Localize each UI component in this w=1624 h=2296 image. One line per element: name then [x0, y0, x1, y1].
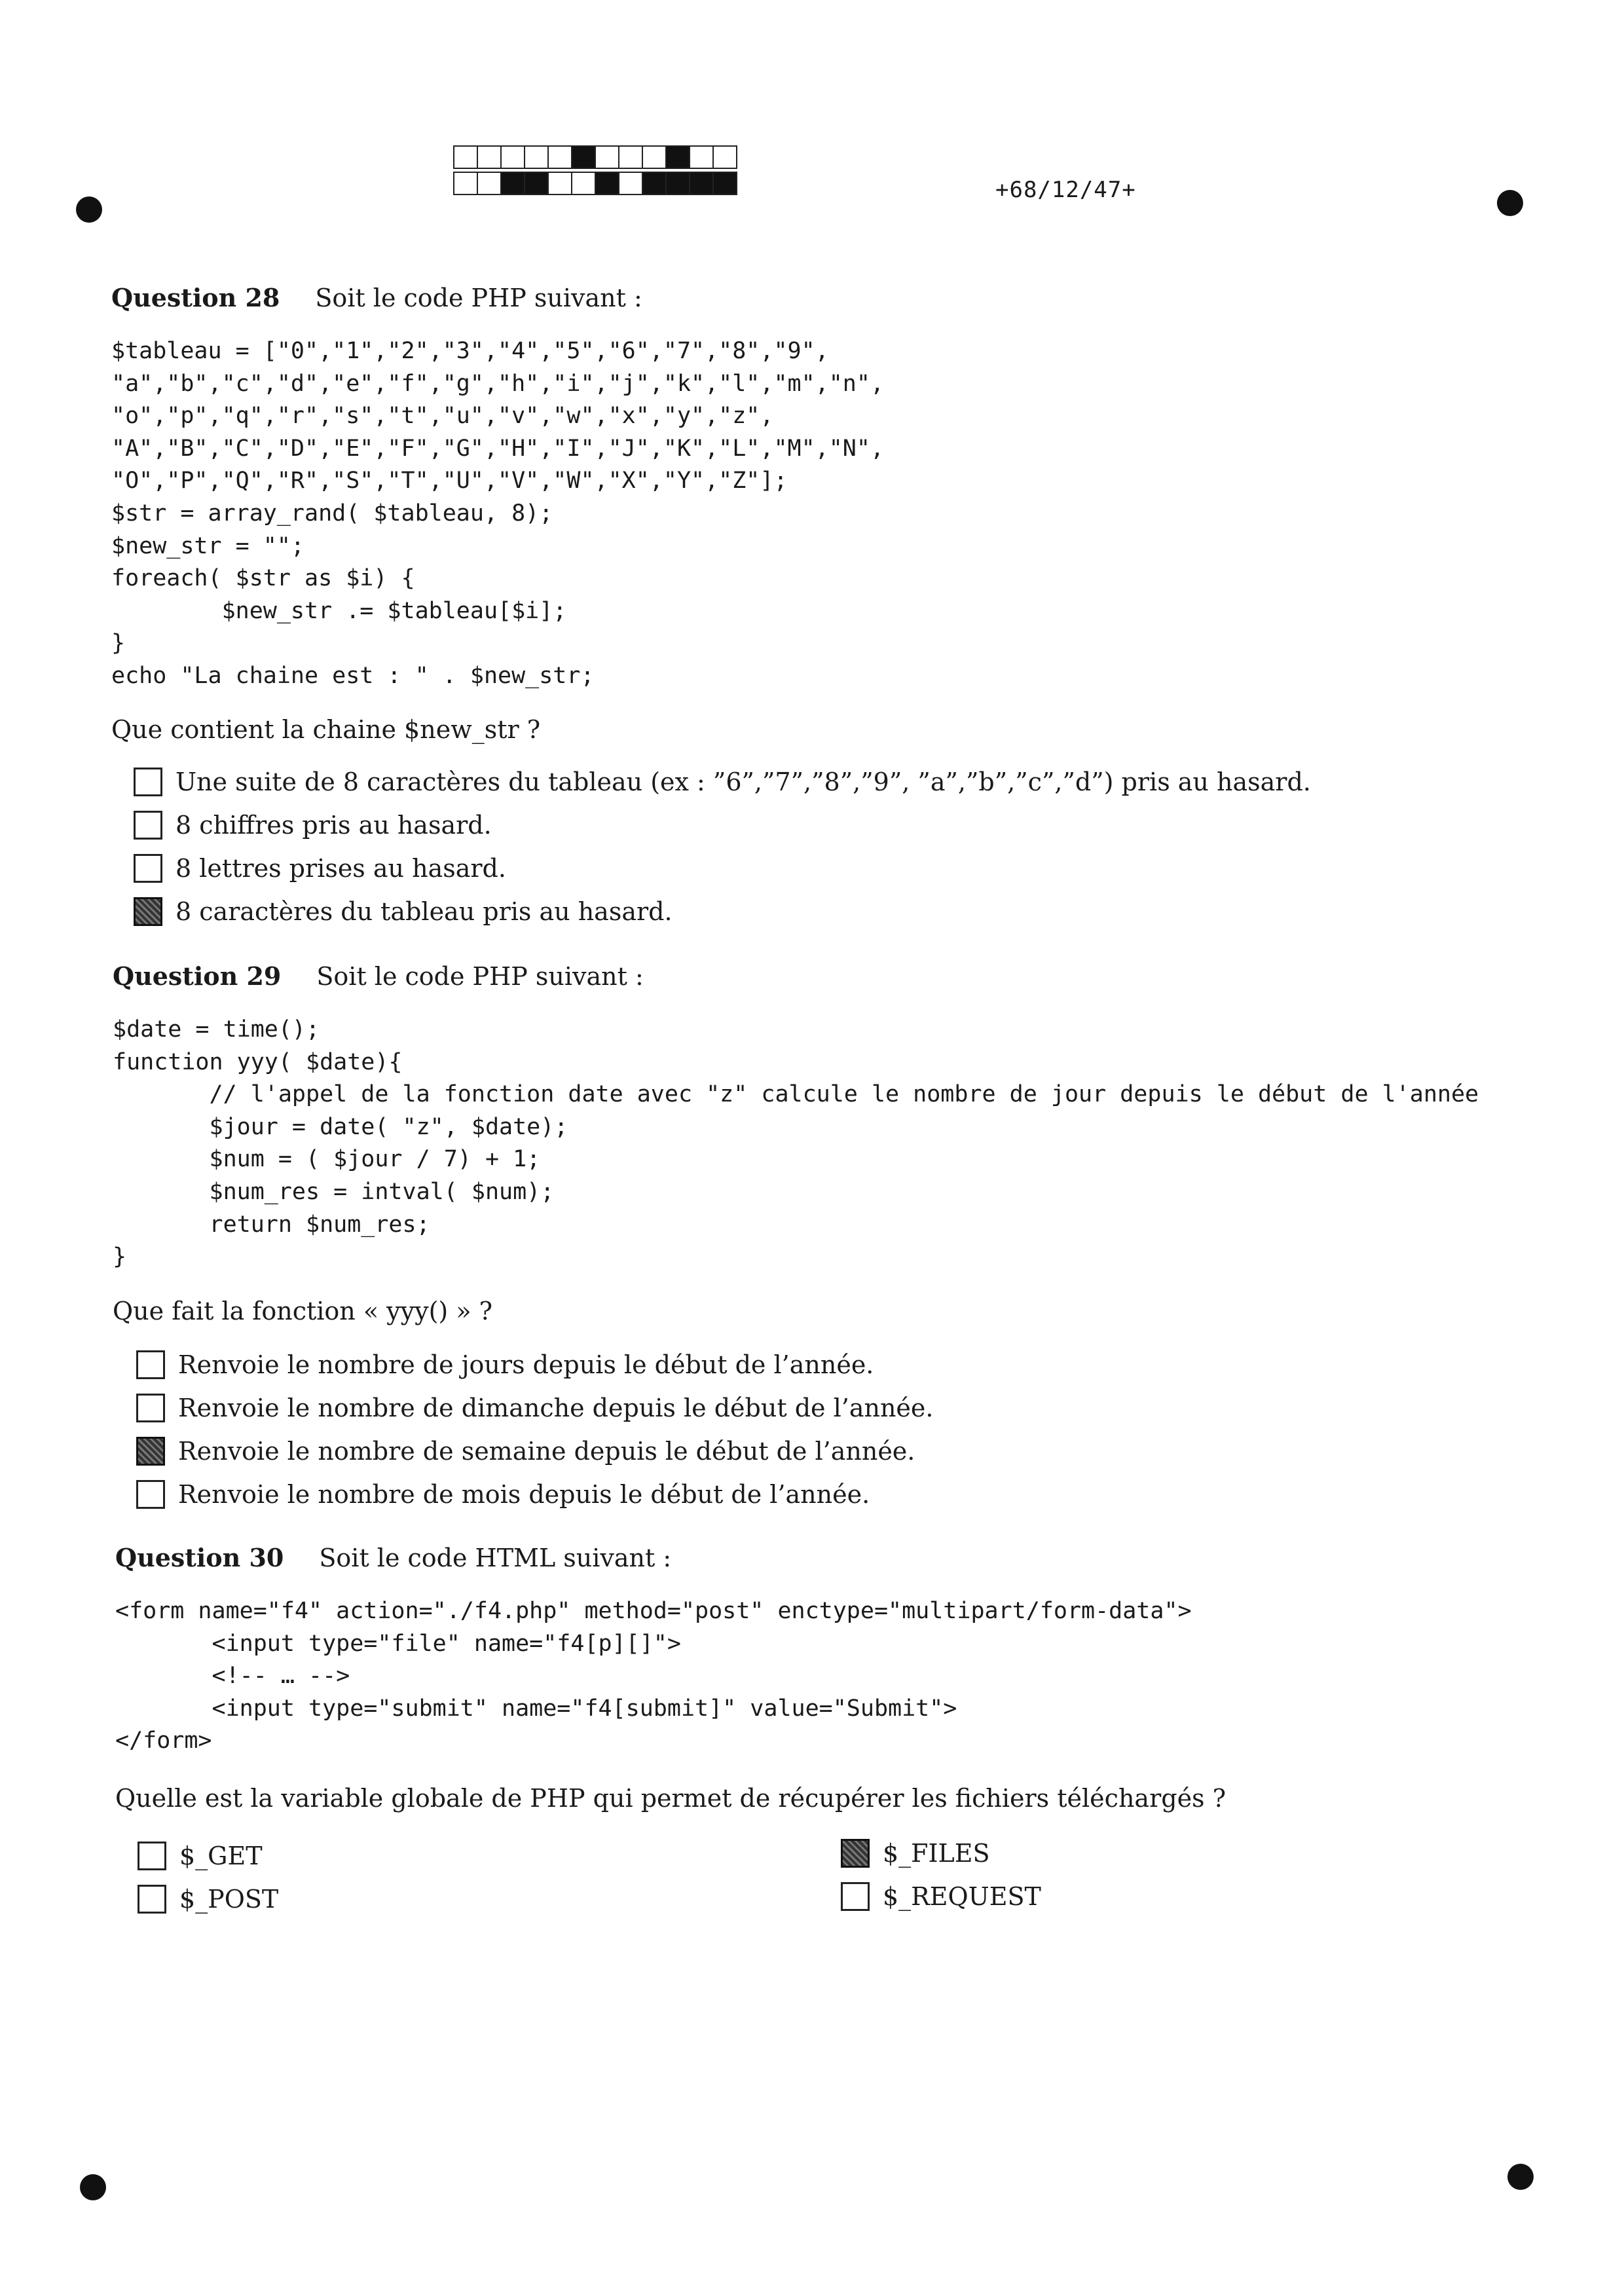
barcode-cell	[500, 145, 525, 169]
barcode-cell	[477, 145, 502, 169]
question-30-option-post[interactable]	[138, 1885, 278, 1914]
barcode-cell	[571, 145, 596, 169]
option-label: Renvoie le nombre de jours depuis le début de l’année.	[178, 1350, 874, 1379]
barcode-cell	[595, 145, 619, 169]
barcode-cell	[642, 172, 667, 195]
barcode-cell	[712, 145, 737, 169]
checkbox[interactable]	[136, 1480, 165, 1509]
barcode-row	[453, 145, 736, 169]
barcode-cell	[453, 172, 478, 195]
question-28-option-1[interactable]	[134, 768, 1311, 796]
barcode-cell	[665, 145, 690, 169]
checkbox[interactable]	[134, 897, 162, 926]
option-label: 8 lettres prises au hasard.	[175, 854, 506, 883]
question-28-prompt: Que contient la chaine $new_str ?	[111, 715, 541, 744]
option-label: Une suite de 8 caractères du tableau (ex : ”6”,”7”,”8”,”9”, ”a”,”b”,”c”,”d”) pris au hasard.	[175, 768, 1311, 796]
page-id: +68/12/47+	[995, 177, 1136, 203]
checkbox[interactable]	[134, 768, 162, 796]
option-label: Renvoie le nombre de dimanche depuis le début de l’année.	[178, 1394, 934, 1422]
barcode-cell	[547, 172, 572, 195]
barcode-cell	[642, 145, 667, 169]
barcode-cell	[689, 172, 714, 195]
page-barcode	[453, 145, 736, 198]
question-29-option-3[interactable]	[136, 1437, 915, 1466]
question-intro: Soit le code PHP suivant :	[316, 962, 644, 991]
barcode-row	[453, 172, 736, 195]
checkbox[interactable]	[136, 1437, 165, 1466]
question-30-option-request[interactable]	[841, 1882, 1041, 1911]
barcode-cell	[689, 145, 714, 169]
barcode-cell	[524, 145, 549, 169]
option-label: $_POST	[179, 1885, 279, 1914]
option-label: 8 caractères du tableau pris au hasard.	[175, 897, 673, 926]
registration-mark-top-left	[76, 196, 102, 223]
question-intro: Soit le code HTML suivant :	[319, 1544, 672, 1572]
question-30-prompt: Quelle est la variable globale de PHP qui permet de récupérer les fichiers téléchargés ?	[115, 1784, 1227, 1813]
option-label: $_GET	[179, 1842, 263, 1870]
question-28-option-2[interactable]	[134, 811, 492, 840]
barcode-cell	[524, 172, 549, 195]
barcode-cell	[665, 172, 690, 195]
barcode-cell	[595, 172, 619, 195]
barcode-cell	[547, 145, 572, 169]
barcode-cell	[618, 145, 643, 169]
checkbox[interactable]	[136, 1350, 165, 1379]
question-29-option-1[interactable]	[136, 1350, 874, 1379]
checkbox[interactable]	[841, 1839, 870, 1868]
barcode-cell	[571, 172, 596, 195]
checkbox[interactable]	[134, 854, 162, 883]
question-number: Question 28	[111, 283, 280, 312]
registration-mark-bottom-left	[80, 2174, 106, 2200]
option-label: 8 chiffres pris au hasard.	[175, 811, 492, 840]
question-30-header	[115, 1543, 671, 1572]
option-label: $_FILES	[883, 1839, 990, 1868]
checkbox[interactable]	[136, 1394, 165, 1422]
checkbox[interactable]	[841, 1882, 870, 1911]
registration-mark-bottom-right	[1507, 2164, 1534, 2190]
barcode-cell	[477, 172, 502, 195]
question-28-option-4[interactable]	[134, 897, 673, 926]
question-28-option-3[interactable]	[134, 854, 506, 883]
question-29-header	[113, 961, 644, 991]
question-30-option-files[interactable]	[841, 1839, 990, 1868]
barcode-cell	[500, 172, 525, 195]
question-30-code: <form name="f4" action="./f4.php" method="post" enctype="multipart/form-data"> <input type="file" name="f4[p][]"> <!-- … --> <input type="submit" name="f4[submit]" value="Submit"> </form>	[115, 1598, 1192, 1754]
question-number: Question 29	[113, 961, 282, 991]
option-label: Renvoie le nombre de mois depuis le début de l’année.	[178, 1480, 870, 1509]
barcode-cell	[712, 172, 737, 195]
barcode-cell	[618, 172, 643, 195]
option-label: $_REQUEST	[883, 1882, 1041, 1911]
question-29-prompt: Que fait la fonction « yyy() » ?	[113, 1297, 493, 1325]
question-29-option-4[interactable]	[136, 1480, 870, 1509]
checkbox[interactable]	[138, 1842, 166, 1870]
question-intro: Soit le code PHP suivant :	[315, 284, 642, 312]
option-label: Renvoie le nombre de semaine depuis le début de l’année.	[178, 1437, 915, 1466]
question-28-code: $tableau = ["0","1","2","3","4","5","6","7","8","9", "a","b","c","d","e","f","g","h","i","j","k","l","m","n", "o","p","q","r","s","t","u","v","w","x","y","z", "A","B","C","D","E","F","G","H","I","J","K","L","M","N", "O","P","Q","R","S","T","U","V","W","X","Y","Z"]; $str = array_rand( $tableau, 8); $new_str = ""; foreach( $str as $i) { $new_str .= $tableau[$i]; } echo "La chaine est : " . $new_str;	[111, 338, 885, 689]
question-29-code: $date = time(); function yyy( $date){ // l'appel de la fonction date avec "z" calcule le nombre de jour depuis le début de l'année $jour = date( "z", $date); $num = ( $jour / 7) + 1; $num_res = intval( $num); return $num_res; }	[113, 1016, 1479, 1270]
checkbox[interactable]	[134, 811, 162, 840]
barcode-cell	[453, 145, 478, 169]
question-29-option-2[interactable]	[136, 1394, 933, 1422]
question-30-option-get[interactable]	[138, 1842, 263, 1870]
checkbox[interactable]	[138, 1885, 166, 1914]
question-number: Question 30	[115, 1543, 284, 1572]
registration-mark-top-right	[1497, 190, 1523, 216]
question-28-header	[111, 283, 642, 312]
